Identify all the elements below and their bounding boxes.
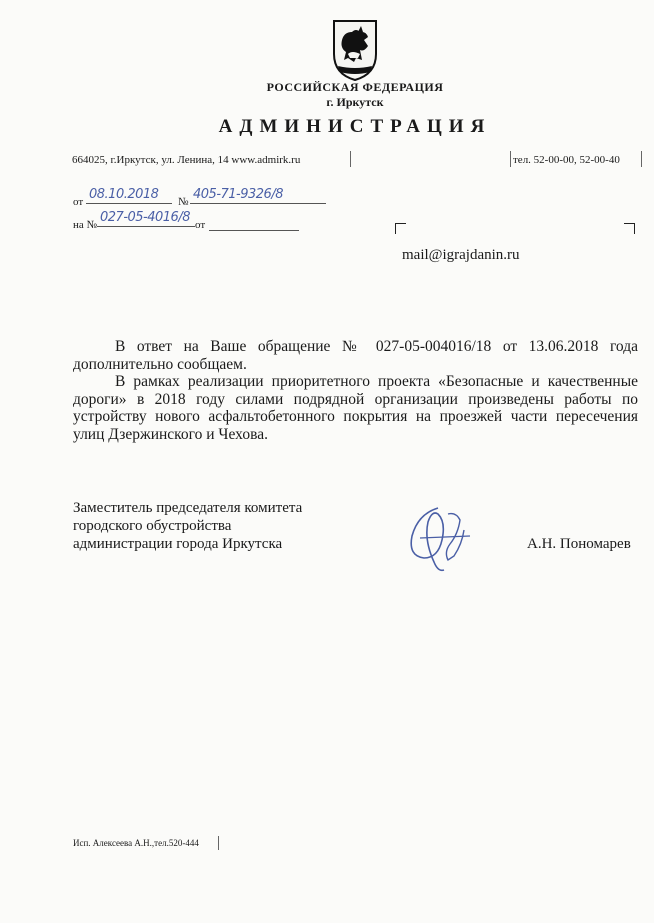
executor-info: Исп. Алексеева А.Н.,тел.520-444	[73, 838, 199, 848]
number-handwritten: 405-71-9326/8	[193, 187, 283, 202]
number-label: №	[178, 196, 189, 208]
body-paragraph-1: В ответ на Ваше обращение № 027-05-004016/18 от 13.06.2018 года дополнительно сообщаем.	[73, 338, 638, 373]
divider	[218, 836, 219, 850]
from-label: от	[73, 196, 84, 208]
ref-number-handwritten: 027-05-4016/8	[100, 210, 190, 225]
phone-line: тел. 52-00-00, 52-00-40	[513, 154, 620, 166]
signatory-name: А.Н. Пономарев	[527, 536, 631, 552]
divider	[350, 151, 351, 167]
organization-title: АДМИНИСТРАЦИЯ	[218, 116, 492, 137]
letter-body	[73, 338, 638, 444]
divider	[510, 151, 511, 167]
body-paragraph-2: В рамках реализации приоритетного проекта «Безопасные и качественные дороги» в 2018 году силами подрядной организации произведены работы по устройству нового асфальтобетонного покрытия на проезжей части пересечения улиц Дзержинского и Чехова.	[73, 373, 638, 443]
ref-label: на №	[73, 219, 98, 231]
recipient-email: mail@igrajdanin.ru	[402, 247, 520, 263]
date-handwritten: 08.10.2018	[89, 187, 159, 202]
address-line: 664025, г.Иркутск, ул. Ленина, 14 www.admirk.ru	[72, 154, 301, 166]
coat-of-arms-emblem	[330, 18, 380, 82]
signatory-position: Заместитель председателя комитета городского обустройства администрации города Иркутска	[73, 500, 303, 552]
country-title: РОССИЙСКАЯ ФЕДЕРАЦИЯ	[266, 80, 444, 94]
handwritten-signature	[398, 500, 478, 580]
address-corner-right	[624, 223, 635, 234]
ref-from-label: от	[195, 219, 206, 231]
city-title: г. Иркутск	[326, 95, 384, 109]
divider	[641, 151, 642, 167]
address-corner-left	[395, 223, 406, 234]
ref-date-field	[209, 216, 299, 231]
